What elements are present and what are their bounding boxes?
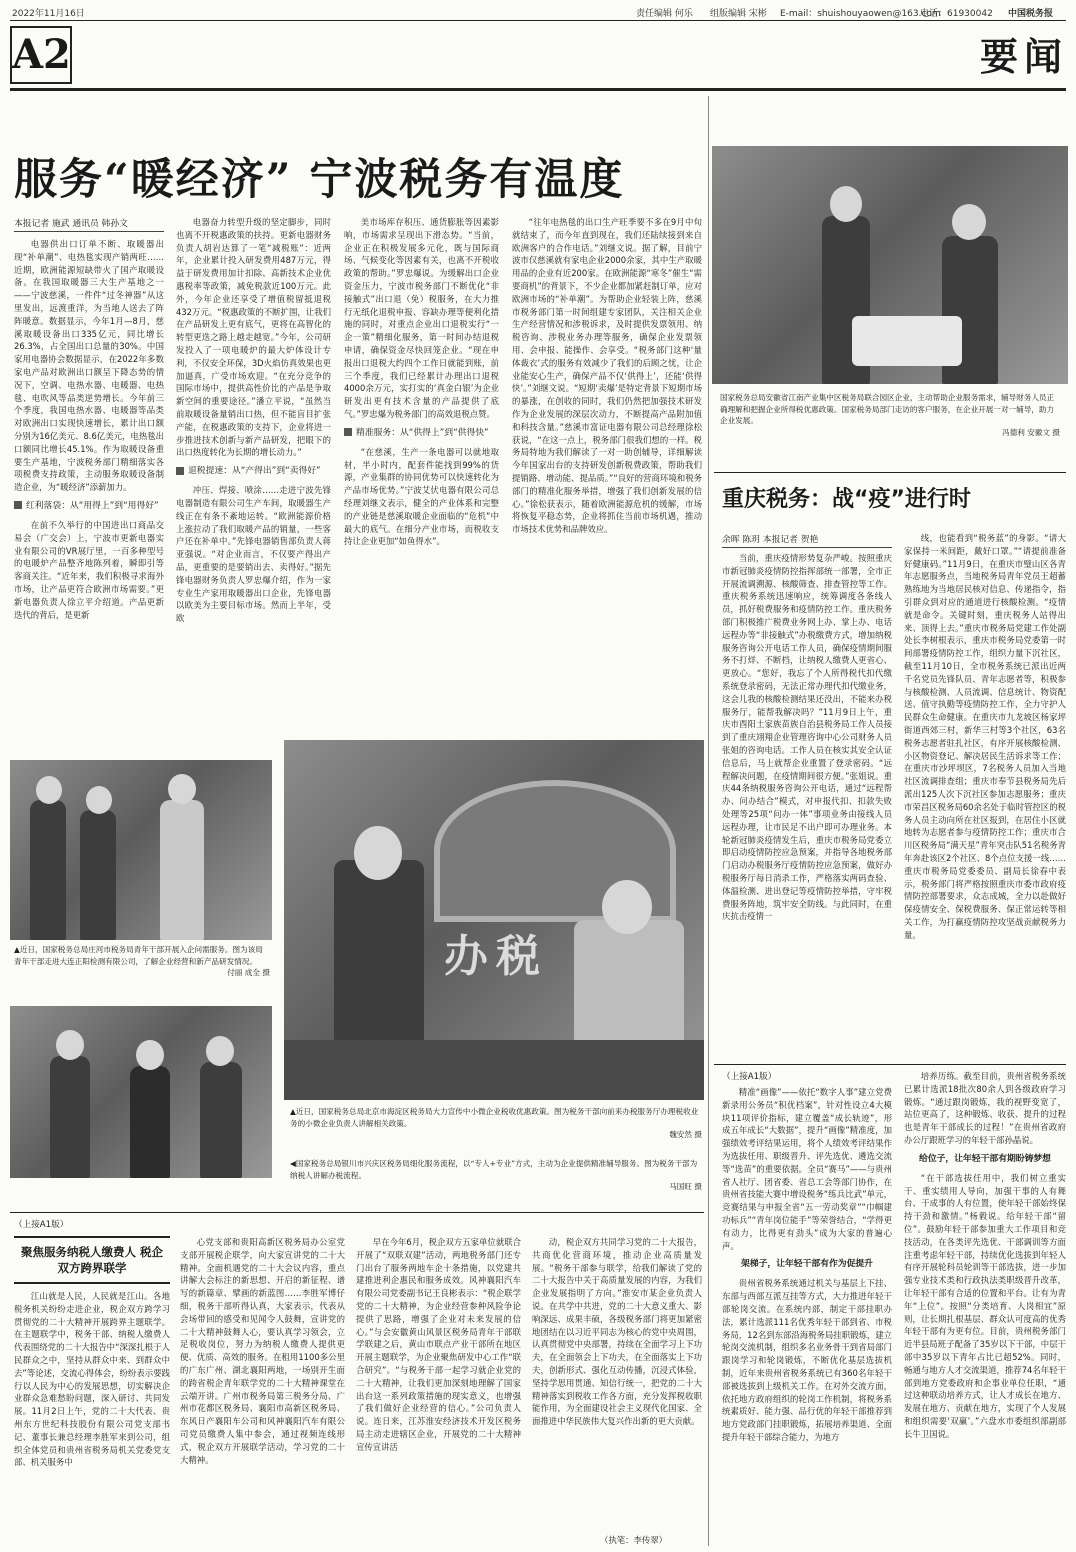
caption-anhui-text: 国家税务总局安徽省江南产业集中区税务局联合园区企业，主动帮助企业服务需求，辅导财务人员正确理解和把握企业所得税优惠政策。国家税务局部门走访的客户服务，在企业开展一对一辅导，助力企业发展。	[720, 393, 1055, 425]
photo-figure	[80, 810, 116, 940]
main-col-1	[14, 238, 164, 718]
main-byline: 本报记者 施武 通讯员 韩孙文	[14, 216, 164, 232]
lr-subhead-2: 给位子，让年轻干部有期盼铸梦想	[919, 1153, 1051, 1164]
main-col3-para-2: “在慈溪，生产一条电器可以就地取材，半小时内，配套件能找到99%的货源，产业集群的协同优势可以快速转化为产品市场优势。”宁波艾伏电器有限公司总经理刘继文表示，健全的产业体系和完整的产业链是慈溪取暖企业面临的“危机”中最大的底气。在细分产业市场，而税收支持让企业更加“如鱼得水”。	[344, 446, 499, 547]
photo-figure	[200, 1062, 242, 1178]
section-title: 要闻	[980, 34, 1069, 79]
main-headline: 服务“暖经济” 宁波税务有温度	[14, 155, 625, 205]
layout-editor-line: 组版编辑 宋彬	[710, 9, 767, 19]
subhead-marker-icon	[176, 467, 184, 475]
column-divider	[708, 96, 709, 1546]
caption-haidian-text: ▲近日，国家税务总局北京市海淀区税务局大力宣传中小微企业税收优惠政策。图为税务干部向前来办税服务厅办理税收业务的小微企业负责人讲解相关政策。	[290, 1107, 699, 1128]
caption-zhuanghe-credit: 付丽 成全 摄	[227, 968, 270, 977]
main-col2-para: 电器奋力转型升级的坚定脚步，同时也离不开税惠政策的扶持。更新电器财务负责人胡岩达算了一笔“减税账”：近两年，企业累计投入研发费用487万元，得益于研发费用加计扣除、高新技术企业优惠税率等政策，减免税款近100万元。此外，今年企业还享受了增值税留抵退税432万元。“税惠政策的不断扩围，让我们在产品研发上更有底气，更将在高智化的转型更迭之路上越走越宽。”今年，公司研发投入了一项电暖炉的最大炉体设计专利，不仅安全环保，3D火焰仿真效果也更加逼真，广受市场欢迎。“在充分竞争的国际市场中，提供高性价比的产品是争取新空间的重要途径。”潘立平说，“虽然当前取暖设备量销出口热，但不能盲目扩张产能，在税惠政策的支持下，企业将进一步推进技术创新与新产品研发，把眼下的出口热度转化为长期的增长动力。”	[176, 217, 331, 458]
photo-figure	[130, 1066, 170, 1178]
photo-anhui	[712, 146, 1068, 384]
subhead-1-text: 红利落袋：从“用得上”到“用得好”	[26, 500, 159, 511]
ll-col-2	[180, 1236, 345, 1546]
lr-col1-para: 精准“画像”——依托“数字人事”建立党费新录用公务员“积优档案”，针对性设立4大模块11项评价指标，建立覆盖“成长轨迹”，形成五年成长“大数据”，提升“画像”精准度，加强绩效考评结果运用，将个人绩效考评结果作为选拔任用、职级晋升、评先选优、遴选交流等“选苗”的重要依据。全员“赛马”——与贵州省人社厅、团省委、省总工会等部门协作，在贵州省技能大赛中增设税务“练兵比武”单元，竞赛结果与申报全省“五一劳动奖章”“巾帼建功标兵”“青年岗位能手”等荣誉结合，“学得更有动力，比得更有劲头”成为大家的普遍心声。	[722, 1087, 892, 1251]
date-line: 2022年11月16日	[12, 9, 85, 19]
caption-yinchuan-credit: 马国旺 摄	[669, 1182, 702, 1191]
main-col4-para: “往年电热毯的出口生产旺季要不多在9月中旬就结束了，而今年直到现在，我们还陆续接到来自欧洲客户的合作电话。”刘继文说。据了解，目前宁波市仅慈溪就有家电企业2000余家，其中生产取暖用品的企业有近200家。在欧洲能源“寒冬”催生“需要商机”的背景下，不少企业都加紧赶制订单，应对欧洲市场的“补单潮”。为帮助企业轻装上阵，慈溪市税务部门第一时间组建专家团队，关注相关企业生产经营情况和涉税诉求，及时提供发票领用、纳税咨询、涉税业务办理等服务，确保企业发票领用、会申报、能操作、会享受。“税务部门这种‘量体裁衣’式的服务有效减少了我们的后顾之忧，让企业能安心生产，确保产品不仅‘供得上’，还能‘供得快’。”刘继文说。“短期‘卖爆’是特定背景下短期市场的暴涨，在创收的同时，我们仍然把加强技术研发作为企业发展的深层次动力，不断提高产品附加值和科技含量。”慈溪市富证电器有限公司总经理徐松获说，“在这一点上，税务部门很我们想的一样。税务局特地为我们解读了一对一助创辅导，详细解读今年国家出台的支持研发创新税费政策，帮助我们提销路、增动能、提品质。”“良好的营商环境和税务部门的精准化服务举措，增强了我们创新发展的信心。”徐松获表示，随着欧洲能源危机的缓解，市场将恢复平稳态势，企业将抓住当前市场机遇，推动市场技术优势和品牌效应。	[512, 217, 702, 535]
lower-right-rule	[714, 1064, 1066, 1065]
main-col3-para: 美市场库存积压、通货膨胀等因素影响，市场需求呈现出下滑态势。“当前，企业正在积极发展多元化，既与国际商场、气候变化等因素有关，也离不开税收政策的帮助。”罗忠爆说。为缓解出口企业资金压力，宁波市税务部门不断优化“非接触式”出口退（免）税服务，在大力推行无纸化退税申报、容缺办理等便利化措施的同时，对重点企业出口退税实行“一企一策”精细化服务，第一时间办结退税申请，确保资金尽快回笼企业。“现在申报出口退税大约四个工作日就能到账，前三个季度，我们已经累计办理出口退税4000余万元，实打实的‘真金白银’为企业研发出更有技术含量的产品提供了底气。”罗忠爆为税务部门的高效退税点赞。	[344, 217, 499, 419]
lr-col-1	[722, 1086, 892, 1546]
subhead-2	[176, 465, 331, 478]
photo-head	[206, 1036, 234, 1066]
cq-col-2	[904, 532, 1066, 1057]
subhead-marker-icon	[344, 428, 352, 436]
lr-col-2	[904, 1070, 1066, 1546]
photo-head	[952, 204, 986, 240]
lr-col2-para: 培养历练。截至目前，贵州省税务系统已累计选派18批次80余人到各级政府学习锻炼。“通过跟岗锻炼，我的视野变宽了，站位更高了，这种锻炼、收获、提升的过程也是青年干部成长的过程！”在贵州省政府办公厅跟班学习的年轻干部孙晶说。	[904, 1071, 1066, 1145]
ll-col-3	[356, 1236, 521, 1546]
photo-zhuanghe	[10, 760, 272, 940]
photo-head	[354, 826, 402, 880]
ll-col4-para: 动，税企双方共同学习党的二十大报告，共商优化营商环境，推动企业高质量发展。“税务干部参与联学，给我们解读了党的二十大报告中关于高质量发展的内容，为我们企业发展指明了方向。”淮安市某企业负责人说。在共学中共进，党的二十大意义重大、影响深远、成果丰硕，各级税务部门将更加紧密地团结在以习近平同志为核心的党中央周围，认真贯彻党中央部署，持续在全面学习上下功夫，在全面领会上下功夫，在全面落实上下功夫，创新形式、强化互动传播，沉浸式体验，坚持学思用贯通、知信行统一，把党的二十大精神落实到税收工作各方面，充分发挥税收职能作用，为全面建设社会主义现代化国家、全面推进中华民族伟大复兴作出新的更大贡献。	[532, 1237, 702, 1427]
ll-col1-para: 江山就是人民，人民就是江山。各地税务机关纷纷走进企业，税企双方跨学习贯彻党的二十大精神开展跨界主题联学。在主题联学中，税务干部、纳税人缴费人代表围绕党的二十大报告中“深深扎根于人民群众之中，坚持从群众中来、到群众中去”等论述，交流心得体会，纷纷表示要践行以人民为中心的发展思想，切实解决企业群众急难愁盼问题，深入研讨、共同发展。11月2日上午，党的二十大代表、贵州东方世纪科技股份有限公司党支部书记、董事长兼总经理李胜军来到公司，组织全体党员和贵州省税务局机关党委党支部、机关服务中	[14, 1291, 170, 1468]
subhead-marker-icon	[14, 501, 22, 509]
ll-col-4	[532, 1236, 702, 1532]
main-col2-para-2: 冲压、焊接、喷涂……走进宁波先锋电器制造有限公司生产车间，取暖器生产线正在有条不紊地运转。“欧洲能源价格上涨拉动了我们取暖产品的销量，一些客户还在补单中。”先锋电器销售部负责人蒋亚强说。“对企业而言，不仅要产得出产品，更重要的是要销出去、卖得好。”据先锋电器财务负责人罗忠爆介绍，作为一家专业生产家用取暖器出口企业，先锋电器以欧美为主要目标市场。然而上半年，受欧	[176, 485, 331, 624]
cq-col-1	[722, 552, 892, 1057]
caption-yinchuan-text: ◀国家税务总局银川市兴庆区税务局细化服务流程，以“专人+专业”方式，主动为企业提供精准辅导服务。图为税务干部为纳税人讲解办税流程。	[290, 1159, 698, 1180]
page-number-box	[10, 26, 72, 84]
photo-head	[86, 786, 112, 814]
lower-left-continuation: （上接A1版）	[14, 1220, 69, 1230]
phone-line: 电话：61930042	[920, 9, 993, 19]
photo-haidian	[284, 740, 704, 1100]
header-rule	[10, 20, 1066, 21]
caption-zhuanghe	[14, 944, 270, 979]
service-counter	[284, 1040, 704, 1100]
photo-head	[830, 186, 862, 222]
photo-figure	[50, 1056, 90, 1178]
main-col1-para-2: 在前不久举行的中国进出口商品交易会（广交会）上，宁波市更新电器实业有限公司的VR展厅里，一百多种型号的电暖炉产品整齐地陈列着，瞬即引等客商关注。“近年来，我们积极寻求海外市场，让产品更符合欧洲市场需要。”更新电器负责人徐立平介绍道。产品更新迭代的背后，是更新	[14, 519, 164, 620]
main-col-2	[176, 216, 331, 726]
main-col-4	[512, 216, 702, 726]
cq-rule	[714, 472, 1066, 473]
hall-sign: 办税	[444, 931, 548, 982]
page-number: A2	[12, 31, 71, 78]
ll-col3-para: 早在今年6月，税企双方五家单位就联合开展了“双联双建”活动，两地税务部门还专门出台了服务两地车企十条措施，以党建共建推进利企惠民和服务成效。风神襄阳汽车有限公司党委副书记王良彬表示：“税企联学党的二十大精神，为企业经营参种风险争论提供了思路，增强了企业对未来发展的信心。”与会安徽黄山风景区税务局青年干部联学联建之后，黄山市联点产业干部所在地区开展主题联学，为企业聚焦研发中心工作“联合研究”。“与税务干部一起学习就企业党的二十大精神，让我们更加深刻地理解了国家出台这一系列政策措施的现实意义，也增强了我们做好企业经营的信心。”公司负责人说。连日来，江苏淮安经济技术开发区税务局主动走进辖区企业，开展党的二十大精神宣传宣讲活	[356, 1237, 521, 1452]
lr-col2-para-2: “在干部选拔任用中，我们树立重实干、重实绩用人导向，加强干事的人有舞台、干成事的人有位置，使年轻干部始终保持干劲和激情。”杨毅说。给年轻干部“留位”。鼓励年轻干部参加重大工作项目和竞技活动，在各类评先选优、干部调训等方面注重考虑年轻干部，持续优化选拔到年轻人有序开展轮科员轮训等干部选拔，进一步加强专业技术类和行政执法类职级晋升改革，让年轻干部有合适的位置和平台。让有为青年“上位”。按照“分类培育、人岗相宜”原则，让长期扎根基层、群众认可度高的优秀年轻干部有为更有位。目前，贵州税务部门近半县局班子配备了35岁以下干部，中层干部中35岁以下青年占比已超52%。同时，畅通与地方人才交流渠道，推荐74名年轻干部到地方党委政府和企事业单位任职，“通过这种联动培养方式，让人才成长在地方、发展在地方、贡献在地方，实现了个人发展和组织需要‘双赢’。”六盘水市委组织部副部长牛卫国说。	[904, 1172, 1066, 1439]
photo-head	[602, 880, 652, 934]
cq-col2-para: 线，也能看到“税务蓝”的身影。“请大家保持一米间距，戴好口罩。”“请提前准备好健康码。”11月9日，在重庆市璧山区各青年志愿服务点，当地税务局青年党员王超蓄熟练地为当地居民核对信息、传递指令，指引群众到对应的通道进行核酸检测。“疫情就是命令。关键时刻，重庆税务人站得出来、顶得上去。”重庆市税务局党建工作处副处长李树根表示，重庆市税务局党委第一时间部署疫情防控工作，组织力量下沉社区，截至11月10日，全市税务系统已派出近两千名党员先锋队员、青年志愿者等，积极参与核酸检测、人员流调、信息统计、物资配送、值守执勤等疫情防控工作，全力守护人民群众生命健康。在重庆市九龙坡区杨家坪街道西郊三村，新华三村等3个社区，63名税务志愿者驻扎社区，有序开展核酸检测、小区物资登记、解决居民生活诉求等工作；在重庆市沙坪坝区，7名税务人员加入当地社区流调排查组；重庆市奉节县税务局先后派出125人次下沉社区参加志愿服务；重庆市荣昌区税务局60余名处于临时管控区的税务人员主动向所在社区报到，在居住小区就地转为志愿者参与疫情防控工作；重庆市合川区税务局“满天星”青年突击队51名税务青年奔赴该区2个社区、8个点位支援一线……重庆市税务局党委委员、副局长徐春中表示，税务部门将严格按照重庆市委市政府疫情防控部署要求，众志成城，全力以赴做好保疫情安全、保税费服务、保正常运转等相关工作，为打赢疫情防控攻坚战贡献税务力量。	[904, 533, 1066, 940]
cq-byline: 余晖 陈玥 本报记者 贺艳	[722, 532, 892, 548]
photo-head	[56, 1030, 84, 1060]
photo-figure	[30, 800, 66, 940]
caption-yinchuan	[290, 1158, 702, 1193]
ll-col-1	[14, 1290, 170, 1546]
caption-haidian	[290, 1106, 702, 1141]
ll-author: （执笔：李传翠）	[600, 1535, 667, 1545]
ll-col2-para: 心党支部和贵阳高新区税务局办公室党支部开展税企联学，向大家宣讲党的二十大精神。全面机遇党的二十大会议内容，重点讲解大会标注的新思想、开启的新征程、谱写的新篇章、擘画的新蓝图……李胜军博仔细，税务干部听得认真，大家表示，代表从会场带回的感受和见闻令人鼓舞，宣讲党的二十大精神鼓舞人心，要认真学习领会，立足税收岗位，努力为纳税人缴费人提供更便、优质、高效的服务。在租用1100多公里的广东广州、湖北襄阳两地，一场别开生面的跨省税企青年联学党的二十大精神课堂在云端开讲。广州市税务局第三税务分局、广州市花都区税务局、襄阳市高新区税务局、东风日产襄阳车公司和风神襄阳汽车有限公司党员缴费人集中参会，通过视频连线形式，税企双方开展联学活动，学习党的二十大精神。	[180, 1237, 345, 1465]
caption-zhuanghe-text: ▲近日，国家税务总局庄河市税务局青年干部开展入企问需服务。图为该局青年干部走进大连正阳检测有限公司，了解企业经营和新产品研发情况。	[14, 945, 263, 966]
email-line: E-mail：shuishouyaowen@163.com	[780, 9, 941, 19]
cq-col1-para: 当前，重庆疫情形势复杂严峻。按照重庆市新冠肺炎疫情防控指挥部统一部署，全市正开展流调溯源、核酸筛查、排查管控等工作。重庆税务系统迅速响应，统筹调度各条线人员，抓好税费服务和疫情防控工作。重庆税务部门积极推广税费业务网上办、掌上办、电话远程办等“非接触式”办税缴费方式，增加纳税服务咨询公开电话工作人员，确保疫情期间服务不打烊、不断档，让纳税人缴费人更省心、更放心。“您好，我忘了个人所得税代扣代缴系统登录密码，无法正常办理代扣代缴业务，这会儿我的核酸检测结果还没出，不能来办税服务厅，能帮我解决吗？”11月9日上午，重庆市酉阳土家族苗族自治县税务局工作人员接到了重庆翊翔企业管理咨询中心公司财务人员张姐的咨询电话。工作人员在核实其安全认证信息后，马上就帮企业重置了登录密码。“远程解决问题，在疫情期间很方便。”张姐说。重庆44条纳税服务咨询公开电话，通过“远程帮办、问办结合”模式，对申报代扣、扣款失败处理等25项“问办一体”事项业务由接线人员远程办理，让市民足不出户即可办理业务。本轮新冠肺炎疫情发生后，重庆市税务局党委立即启动疫情防控应急预案，并指导各地税务部门启动办税服务厅疫情防控应急预案，做好办税服务厅每日消杀工作，严格落实两码查验、体温检测、进出登记等疫情防控举措，守牢税费服务阵地，筑牢安全防线。与此同时，在重庆抗击疫情一	[722, 553, 892, 922]
lr-col1-para-2: 贵州省税务系统通过机关与基层上下挂、东部与西部互派互挂等方式，大力推进年轻干部轮岗交流。在系统内部，制定干部挂职办法，累计选派111名优秀年轻干部到省、市税务局，12名到东部沿海税务局挂职锻炼，建立轮岗交流机制，组织多名业务骨干到省局部门跟岗学习和轮岗锻炼，不断优化基层选拔机制，近年来贵州省税务系统已有360名年轻干部被选拔到上级机关工作。在对外交流方面，依托地方政府组织的轮岗工作机制，将税务系统素质好、能力强、品行优的年轻干部推荐到地方党政部门挂职锻炼，拓展培养渠道、全面提升年轻干部综合能力，为地方	[722, 1278, 892, 1442]
subhead-3-text: 精准服务：从“供得上”到“供得快”	[356, 427, 489, 438]
lr-subhead-1: 架梯子，让年轻干部有作为促提升	[741, 1259, 873, 1270]
main-col1-para: 电器供出口订单不断、取暖器出现“补单潮”、电热毯实现产销两旺……近期，欧洲能源短缺带火了国产取暖设备。在我国取暖器三大生产基地之一——宁波慈溪，一件件“过冬神器”从这里发出，远渡重洋，为当地人送去了阵阵暖意。数据显示，今年1月—8月，慈溪取暖设备出口335亿元，同比增长26.3%，占全国出口总量的30%。中国家用电器协会数据显示，在2022年多数家电产品对欧洲出口额呈下降态势的情况下，空调、电热水器、电暖器、电热毯、电吹风等品类逆势增长。今年前三个季度，我国电热水器、电暖器等品类对欧洲出口实现快速增长，累计出口额分别为16亿美元、8.6亿美元，电热毯出口额同比增长45.1%。作为取暖设备重要生产基地，宁波税务部门精细落实各项税费支持政策，主动服务取暖设备制造企业，为“暖经济”添薪加力。	[14, 239, 164, 493]
photo-figure	[160, 800, 204, 940]
caption-haidian-credit: 魏安然 摄	[669, 1130, 702, 1139]
subhead-3	[344, 427, 499, 440]
lower-left-rule	[10, 1212, 704, 1213]
subhead-2-text: 退税提速：从“产得出”到“卖得好”	[188, 466, 321, 477]
lower-right-continuation: （上接A1版）	[722, 1072, 777, 1082]
photo-equipment	[852, 316, 962, 366]
masthead-rule	[10, 88, 1066, 91]
photo-head	[36, 776, 62, 804]
caption-anhui-credit: 冯德利 安徽文 摄	[1002, 427, 1060, 437]
paper-name: 中国税务报	[1008, 9, 1054, 19]
photo-head	[168, 774, 196, 804]
subhead-1	[14, 500, 164, 513]
caption-anhui	[720, 392, 1060, 438]
cq-headline: 重庆税务：战“疫”进行时	[722, 487, 971, 512]
main-col-3	[344, 216, 499, 726]
lower-left-headline: 聚焦服务纳税人缴费人 税企双方跨界联学	[14, 1236, 170, 1284]
photo-yinchuan	[10, 1006, 272, 1178]
photo-head	[136, 1040, 164, 1070]
editor-line: 责任编辑 何乐	[636, 9, 693, 19]
